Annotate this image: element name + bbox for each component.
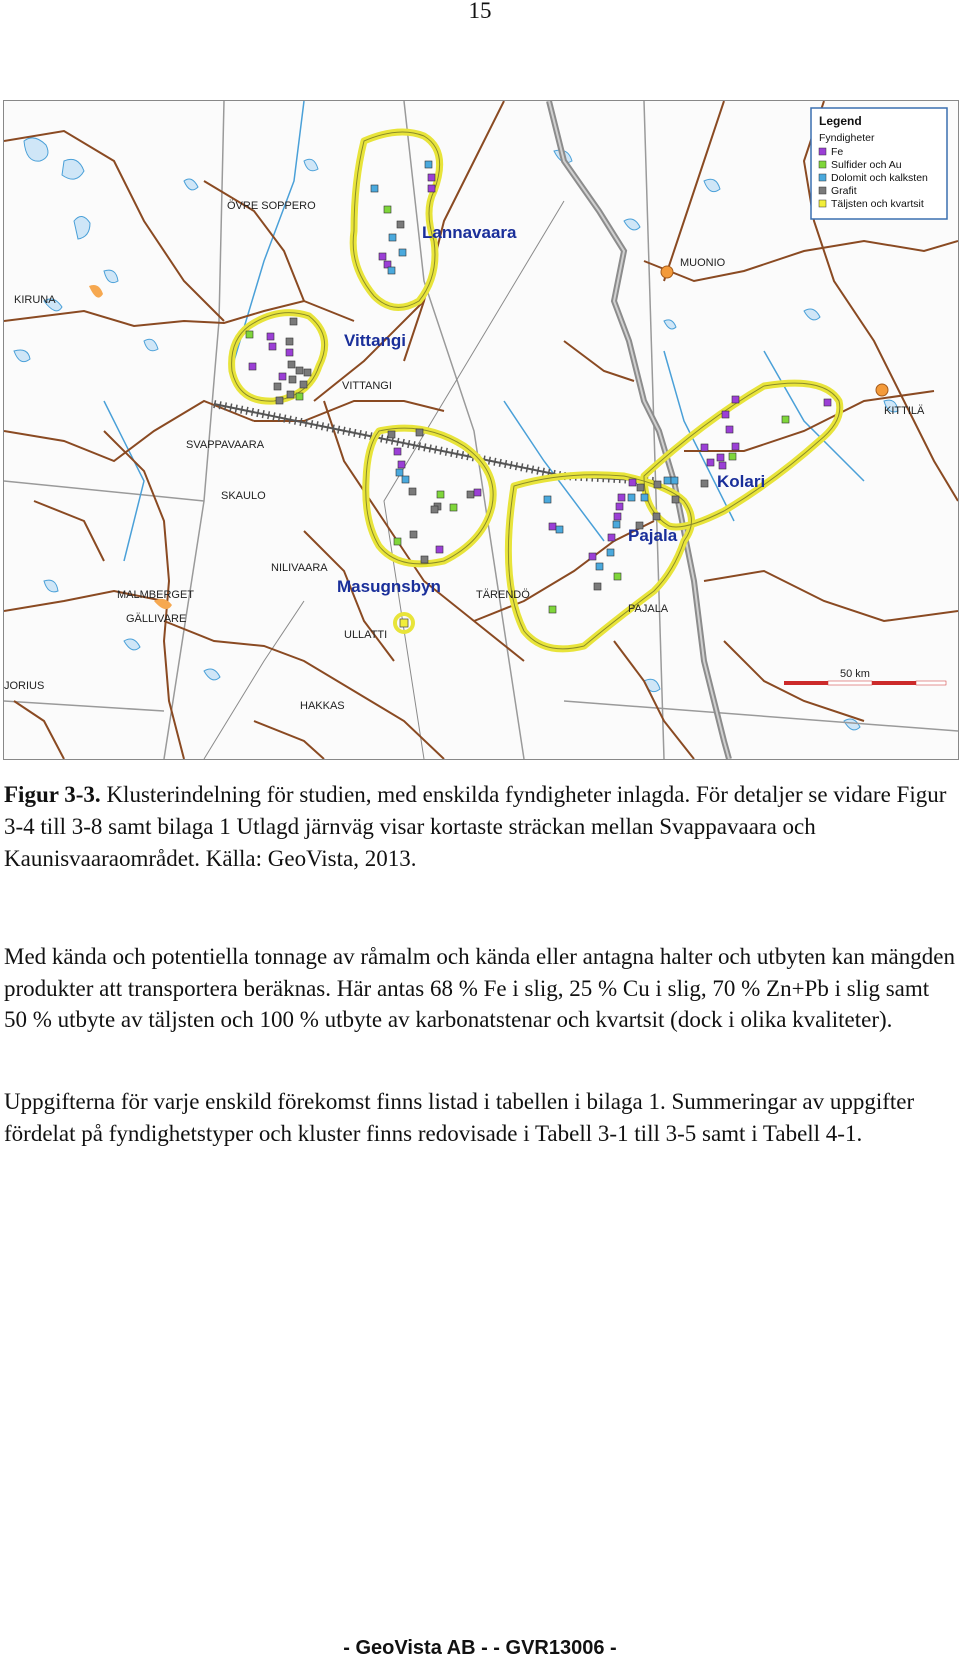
- place-label: TÄRENDÖ: [476, 589, 530, 601]
- railway: [214, 404, 654, 481]
- place-label: HAKKAS: [300, 700, 345, 712]
- legend-item-label: Fe: [831, 146, 844, 158]
- scale-label: 50 km: [840, 668, 870, 680]
- legend-item-label: Sulfider och Au: [831, 159, 902, 171]
- town-muonio-dot: [661, 266, 673, 278]
- figure-caption: [4, 779, 954, 875]
- kiruna-urban-area: [89, 285, 103, 298]
- cluster-label: Kolari: [717, 472, 766, 491]
- body-paragraph: Uppgifterna för varje enskild förekomst finns listad i tabellen i bilaga 1. Summeringar av uppgifter fördelat på fyndighetstyper och kluster finns redovisade i Tabell 3-1 till 3-5 samt i Tabell 4-1.: [4, 1089, 915, 1146]
- legend-swatch: [819, 174, 826, 181]
- caption-text: Klusterindelning för studien, med enskilda fyndigheter inlagda. För detaljer se vidare Figur 3-4 till 3-8 samt bilaga 1 Utlagd järnväg visar kortaste sträckan mellan Svappavaara och Kaunisvaaraområdet. Källa: GeoVista, 2013.: [4, 782, 947, 871]
- caption-label: Figur 3-3.: [4, 782, 101, 807]
- legend-swatch: [819, 161, 826, 168]
- cluster-label: Pajala: [628, 526, 678, 545]
- place-label: VITTANGI: [342, 380, 392, 392]
- cluster-label: Lannavaara: [422, 223, 517, 242]
- place-label: KITTILÄ: [884, 405, 925, 417]
- legend-item-label: Täljsten och kvartsit: [831, 198, 924, 210]
- legend-item-label: Dolomit och kalksten: [831, 172, 928, 184]
- scale-bar: [784, 668, 946, 685]
- legend-title: Legend: [819, 114, 862, 128]
- grid-lines: [204, 201, 564, 759]
- place-label: KIRUNA: [14, 294, 56, 306]
- place-label: PAJALA: [628, 603, 669, 615]
- cluster-label: Masugnsbyn: [337, 577, 441, 596]
- place-label: SKAULO: [221, 490, 266, 502]
- place-label: MUONIO: [680, 257, 726, 269]
- place-label: ÖVRE SOPPERO: [227, 200, 316, 212]
- legend-swatch: [819, 187, 826, 194]
- place-label: JORIUS: [4, 680, 45, 692]
- place-label: GÄLLIVARE: [126, 613, 187, 625]
- town-kittila-dot: [876, 384, 888, 396]
- legend-swatch: [819, 148, 826, 155]
- page-number: 15: [468, 0, 492, 23]
- body-paragraph: Med kända och potentiella tonnage av råmalm och kända eller antagna halter och utbyten kan mängden produkter att transportera beräknas. Här antas 68 % Fe i slig, 25 % Cu i slig, 70 % Zn+Pb i slig samt 50 % utbyte av täljsten och 100 % utbyte av karbonatstenar och kvartsit (dock i olika kvaliteter).: [4, 944, 955, 1032]
- legend-item-label: Grafit: [831, 185, 857, 197]
- place-label: ULLATTI: [344, 629, 388, 641]
- map-legend: [811, 108, 947, 219]
- place-label: MALMBERGET: [117, 589, 195, 601]
- page-footer: - GeoVista AB - - GVR13006 -: [343, 1637, 617, 1659]
- place-label: SVAPPAVAARA: [186, 439, 265, 451]
- cluster-map: [3, 100, 959, 760]
- cluster-label: Vittangi: [344, 331, 407, 350]
- place-label: NILIVAARA: [271, 562, 328, 574]
- legend-subtitle: Fyndigheter: [819, 132, 875, 144]
- deposit-markers: [246, 161, 831, 613]
- legend-swatch: [819, 200, 826, 207]
